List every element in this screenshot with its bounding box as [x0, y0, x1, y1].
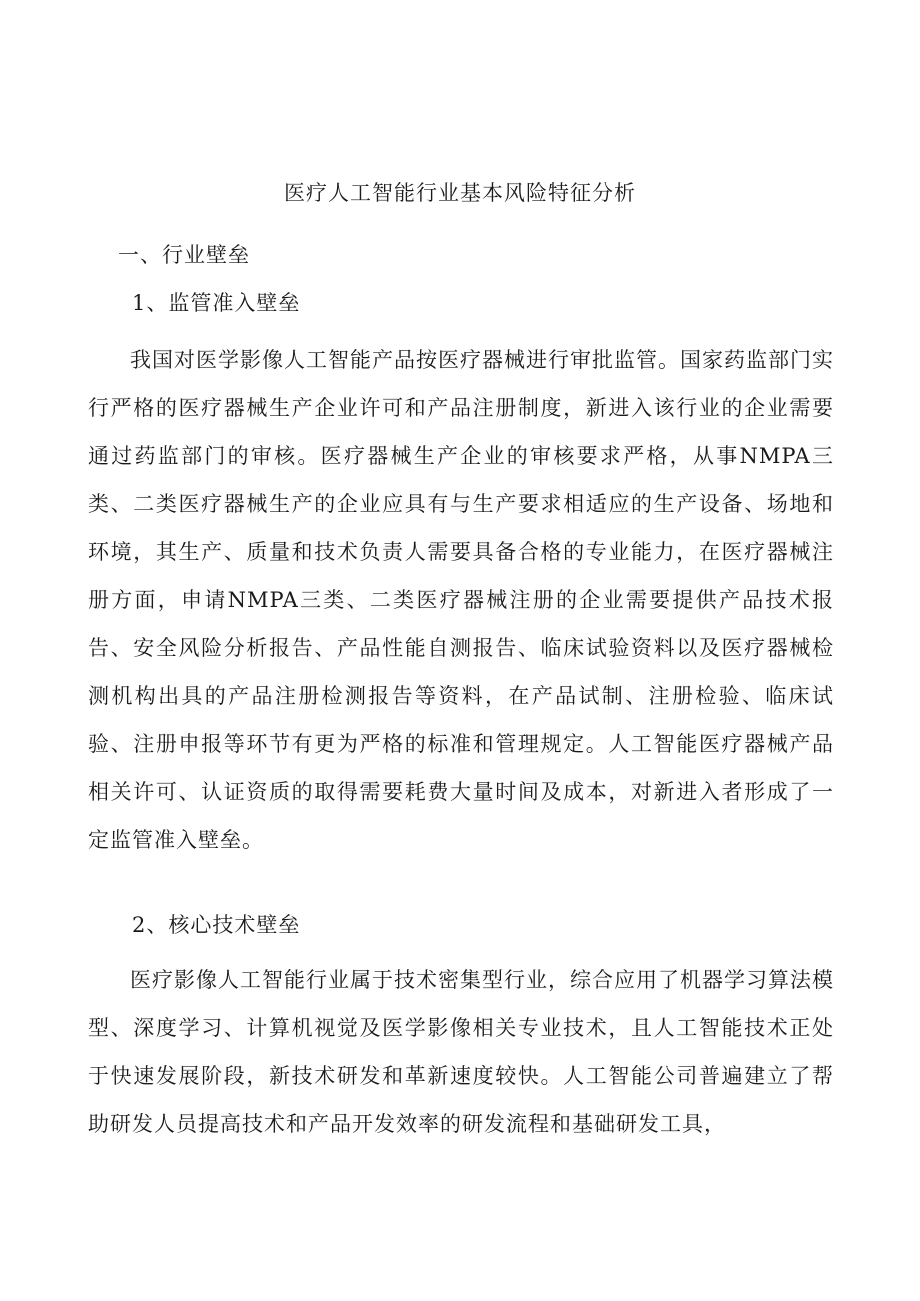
subsection-heading-regulatory-barrier: 1、监管准入壁垒: [132, 291, 301, 315]
subsection-heading-technology-barrier: 2、核心技术壁垒: [132, 913, 301, 937]
paragraph-regulatory-barrier: 我国对医学影像人工智能产品按医疗器械进行审批监管。国家药监部门实行严格的医疗器械生产企业许可和产品注册制度，新进入该行业的企业需要通过药监部门的审核。医疗器械生产企业的审核要求严格，从事NMPA三类、二类医疗器械生产的企业应具有与生产要求相适应的生产设备、场地和环境，其生产、质量和技术负责人需要具备合格的专业能力，在医疗器械注册方面，申请NMPA三类、二类医疗器械注册的企业需要提供产品技术报告、安全风险分析报告、产品性能自测报告、临床试验资料以及医疗器械检测机构出具的产品注册检测报告等资料，在产品试制、注册检验、临床试验、注册申报等环节有更为严格的标准和管理规定。人工智能医疗器械产品相关许可、认证资质的取得需要耗费大量时间及成本，对新进入者形成了一定监管准入壁垒。: [88, 348, 834, 852]
section-heading-industry-barriers: 一、行业壁垒: [118, 243, 250, 267]
paragraph-technology-barrier: 医疗影像人工智能行业属于技术密集型行业，综合应用了机器学习算法模型、深度学习、计算机视觉及医学影像相关专业技术，且人工智能技术正处于快速发展阶段，新技术研发和革新速度较快。人工智能公司普遍建立了帮助研发人员提高技术和产品开发效率的研发流程和基础研发工具，: [88, 968, 834, 1136]
document-title: 医疗人工智能行业基本风险特征分析: [284, 181, 636, 205]
